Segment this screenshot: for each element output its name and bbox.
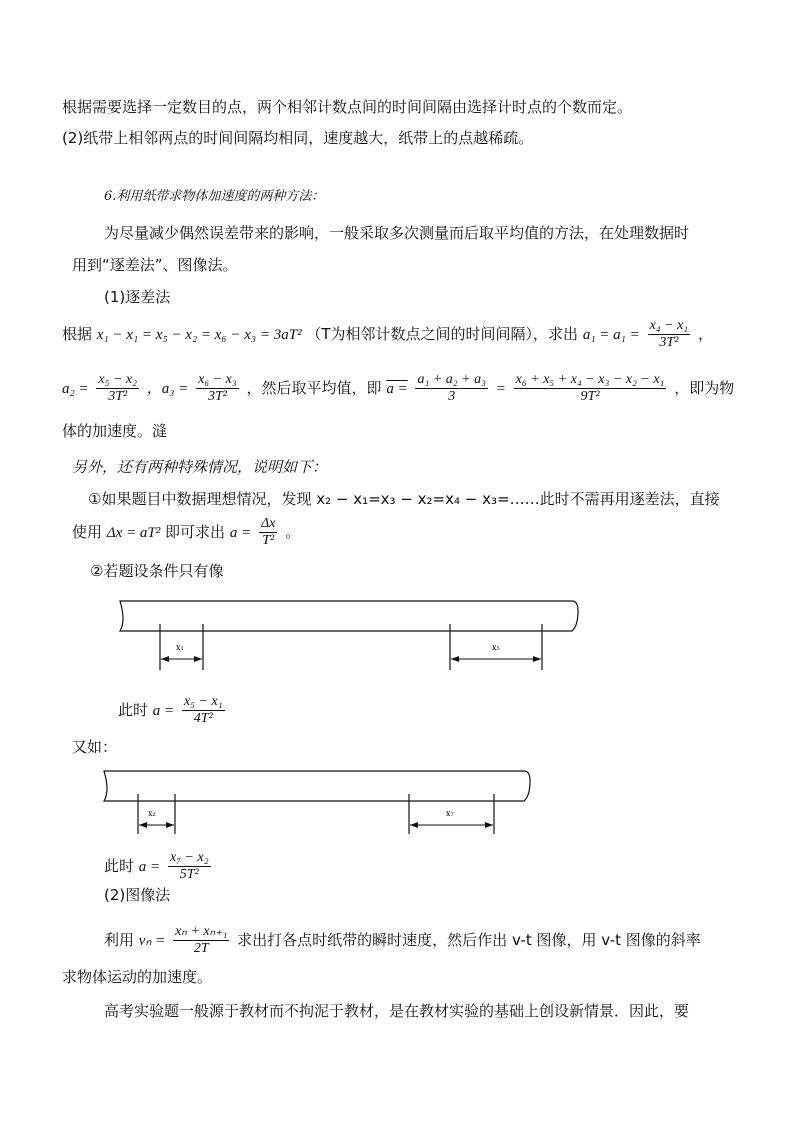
- formula-lhs: a₁ = a₁ =: [582, 327, 640, 343]
- formula-line: [72, 516, 300, 549]
- arrow-head: [533, 656, 541, 662]
- formula-line: [104, 924, 701, 957]
- formula-prefix: 利用: [104, 931, 135, 949]
- subsection-title: (1)逐差法: [104, 288, 171, 306]
- note-line: 另外，还有两种特殊情况，说明如下：: [72, 458, 328, 476]
- fraction: [648, 318, 691, 351]
- fraction-denominator: 9T²: [580, 389, 600, 404]
- formula-lhs: vₙ =: [138, 933, 166, 949]
- paragraph-line: 根据需要选择一定数目的点，两个相邻计数点间的时间间隔由选择计时点的个数而定。: [62, 98, 633, 116]
- formula-paren-text: （T为相邻计数点之间的时间间隔），求出: [306, 325, 579, 343]
- formula-lhs: a₂ =: [62, 381, 89, 397]
- paper-tape-diagram: [96, 766, 536, 838]
- paragraph-line: 体的加速度。漨: [62, 422, 168, 440]
- fraction-numerator: a₁ + a₂ + a₃: [417, 372, 486, 387]
- formula-equation: Δx = aT²: [106, 525, 161, 541]
- fraction-denominator: 2T: [193, 941, 209, 956]
- segment-label: x₅: [492, 643, 500, 652]
- formula-mid-text: 即可求出: [165, 523, 226, 541]
- arrow-head: [485, 822, 493, 828]
- paragraph-line: ②若题设条件只有像: [90, 562, 224, 580]
- formula-prefix: 此时: [104, 857, 135, 875]
- fraction: [173, 924, 229, 957]
- fraction: [415, 372, 488, 405]
- subsection-title: (2)图像法: [104, 886, 171, 904]
- formula-lhs: ，a₃ =: [146, 381, 189, 397]
- formula-line: [62, 372, 734, 405]
- formula-suffix: 。: [285, 523, 301, 541]
- fraction-denominator: 5T²: [179, 867, 199, 882]
- fraction-denominator: 4T²: [193, 711, 213, 726]
- fraction-numerator: xₙ + xₙ₊₁: [175, 924, 228, 939]
- formula-suffix: ，即为物: [674, 379, 735, 397]
- fraction: [96, 372, 139, 405]
- fraction: [168, 850, 211, 883]
- formula-comma: ，: [697, 325, 713, 343]
- fraction-numerator: x₅ − x₁: [183, 694, 223, 709]
- formula-line: [62, 318, 713, 351]
- formula-lhs: a =: [152, 703, 175, 719]
- paper-tape-diagram: [112, 596, 582, 676]
- arrow-head: [451, 656, 459, 662]
- formula-lhs: a =: [229, 525, 252, 541]
- fraction-numerator: x₆ − x₃: [198, 372, 237, 387]
- section-heading: 6.利用纸带求物体加速度的两种方法：: [104, 189, 325, 204]
- segment-label: x₇: [446, 809, 454, 818]
- formula-suffix: 求出打各点时纸带的瞬时速度，然后作出 v-t 图像，用 v-t 图像的斜率: [237, 931, 701, 949]
- fraction-numerator: Δx: [260, 516, 276, 531]
- paragraph-line: (2)纸带上相邻两点的时间间隔均相同，速度越大，纸带上的点越稀疏。: [62, 129, 534, 147]
- paragraph-line: 用到“逐差法”、图像法。: [72, 256, 238, 274]
- paragraph-line: 又如：: [72, 738, 118, 756]
- arrow-head: [410, 822, 418, 828]
- paragraph-line: ①如果题目中数据理想情况，发现 x₂ − x₁=x₃ − x₂=x₄ − x₃=……此时不需再用逐差法，直接: [88, 490, 720, 508]
- fraction-denominator: T²: [262, 533, 275, 548]
- fraction-numerator: x₅ − x₂: [98, 372, 137, 387]
- paper-tape: [120, 601, 578, 631]
- arrow-head: [161, 656, 169, 662]
- formula-prefix: 根据: [62, 325, 93, 343]
- fraction-denominator: 3T²: [659, 335, 679, 350]
- fraction: [259, 516, 277, 549]
- fraction-numerator: x₄ − x₁: [649, 318, 689, 333]
- formula-equation: x₁ − x₁ = x₅ − x₂ = x₆ − x₃ = 3aT²: [96, 327, 302, 343]
- paragraph-line: 为尽量减少偶然误差带来的影响，一般采取多次测量而后取平均值的方法，在处理数据时: [104, 224, 690, 242]
- fraction-numerator: x₇ − x₂: [169, 850, 209, 865]
- formula-line: [104, 850, 214, 883]
- paragraph-line: 求物体运动的加速度。: [62, 968, 213, 986]
- formula-lhs: a =: [386, 381, 408, 397]
- fraction: [182, 694, 225, 727]
- fraction: [514, 372, 667, 405]
- formula-line: [118, 694, 228, 727]
- formula-prefix: 此时: [118, 701, 149, 719]
- formula-lhs: a =: [138, 859, 161, 875]
- arrow-head: [139, 822, 147, 828]
- formula-equals: =: [495, 381, 506, 397]
- fraction-denominator: 3T²: [108, 389, 128, 404]
- segment-label: x₁: [176, 643, 184, 652]
- paragraph-line: 高考实验题一般源于教材而不拘泥于教材，是在教材实验的基础上创设新情景．因此，要: [104, 1002, 690, 1020]
- segment-label: x₂: [148, 809, 156, 818]
- formula-mid-text: ，然后取平均值，即: [246, 379, 382, 397]
- arrow-head: [166, 822, 174, 828]
- fraction: [196, 372, 239, 405]
- paper-tape: [104, 771, 530, 801]
- formula-prefix: 使用: [72, 523, 103, 541]
- fraction-denominator: 3: [448, 389, 456, 404]
- fraction-denominator: 3T²: [207, 389, 227, 404]
- arrow-head: [194, 656, 202, 662]
- fraction-numerator: x₆ + x₅ + x₄ − x₃ − x₂ − x₁: [515, 372, 665, 387]
